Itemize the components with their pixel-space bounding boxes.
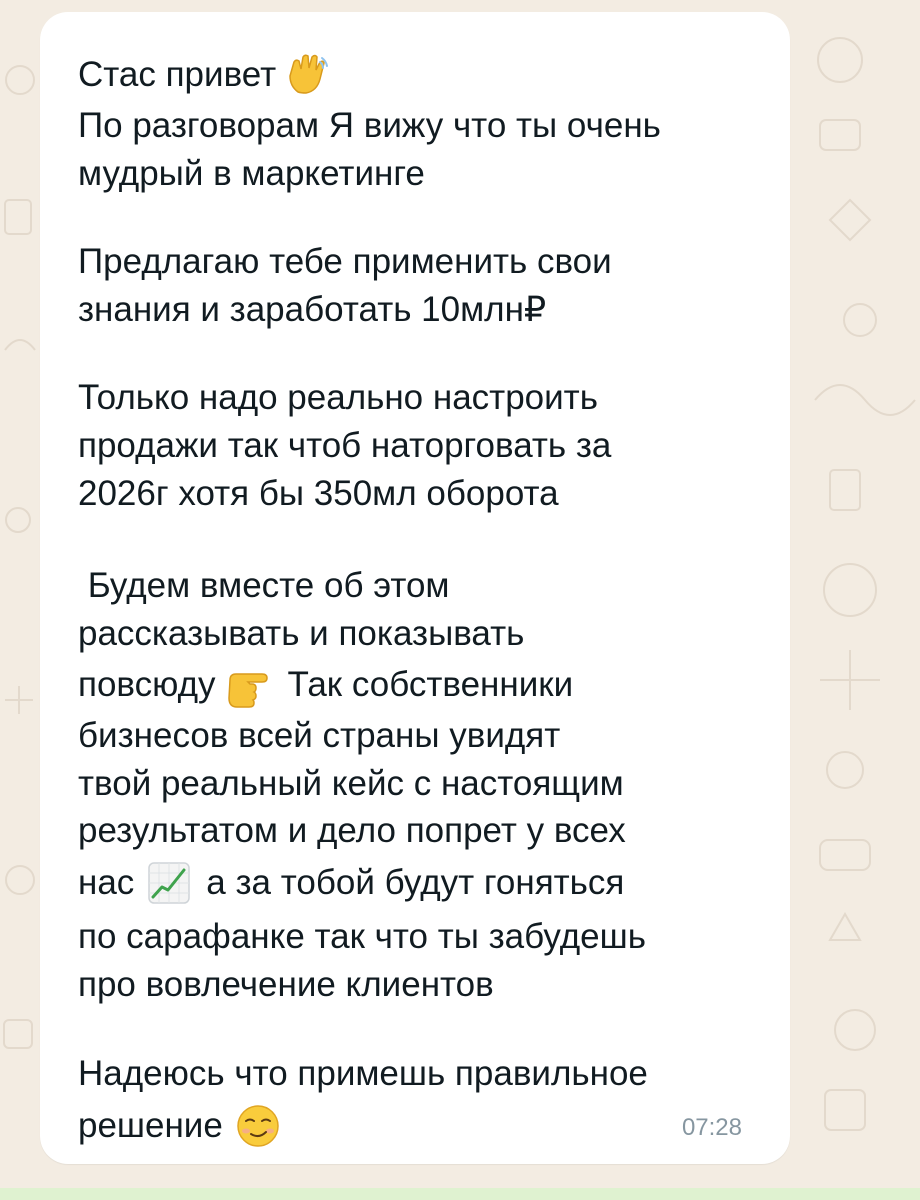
message-line: нас а за тобой будут гоняться — [78, 860, 624, 906]
message-line: 2026г хотя бы 350мл оборота — [78, 474, 559, 513]
message-line: решение — [78, 1103, 281, 1149]
message-line: Надеюсь что примешь правильное — [78, 1054, 648, 1093]
message-line: Будем вместе об этом — [78, 566, 450, 605]
message-line: про вовлечение клиентов — [78, 965, 494, 1004]
message-line: мудрый в маркетинге — [78, 154, 425, 193]
message-line: По разговорам Я вижу что ты очень — [78, 106, 661, 145]
message-line: знания и заработать 10млн₽ — [78, 290, 547, 329]
message-line: Предлагаю тебе применить свои — [78, 242, 612, 281]
waving-hand-icon — [284, 52, 330, 98]
message-line: по сарафанке так что ты забудешь — [78, 917, 646, 956]
message-line: Стас привет — [78, 52, 330, 98]
pointing-right-icon — [226, 662, 276, 708]
message-line: бизнесов всей страны увидят — [78, 716, 561, 755]
message-timestamp: 07:28 — [681, 1114, 742, 1141]
message-line: Только надо реально настроить — [78, 378, 598, 417]
message-line: повсюду Так собственники — [78, 662, 573, 708]
chart-increasing-icon — [146, 860, 192, 906]
message-line: продажи так чтоб наторговать за — [78, 426, 612, 465]
incoming-bubble-edge — [0, 1188, 920, 1200]
message-line: рассказывать и показывать — [78, 614, 525, 653]
message-line: твой реальный кейс с настоящим — [78, 764, 624, 803]
message-bubble[interactable] — [40, 12, 790, 1164]
smirking-face-icon — [235, 1103, 281, 1149]
message-line: результатом и дело попрет у всех — [78, 811, 626, 850]
